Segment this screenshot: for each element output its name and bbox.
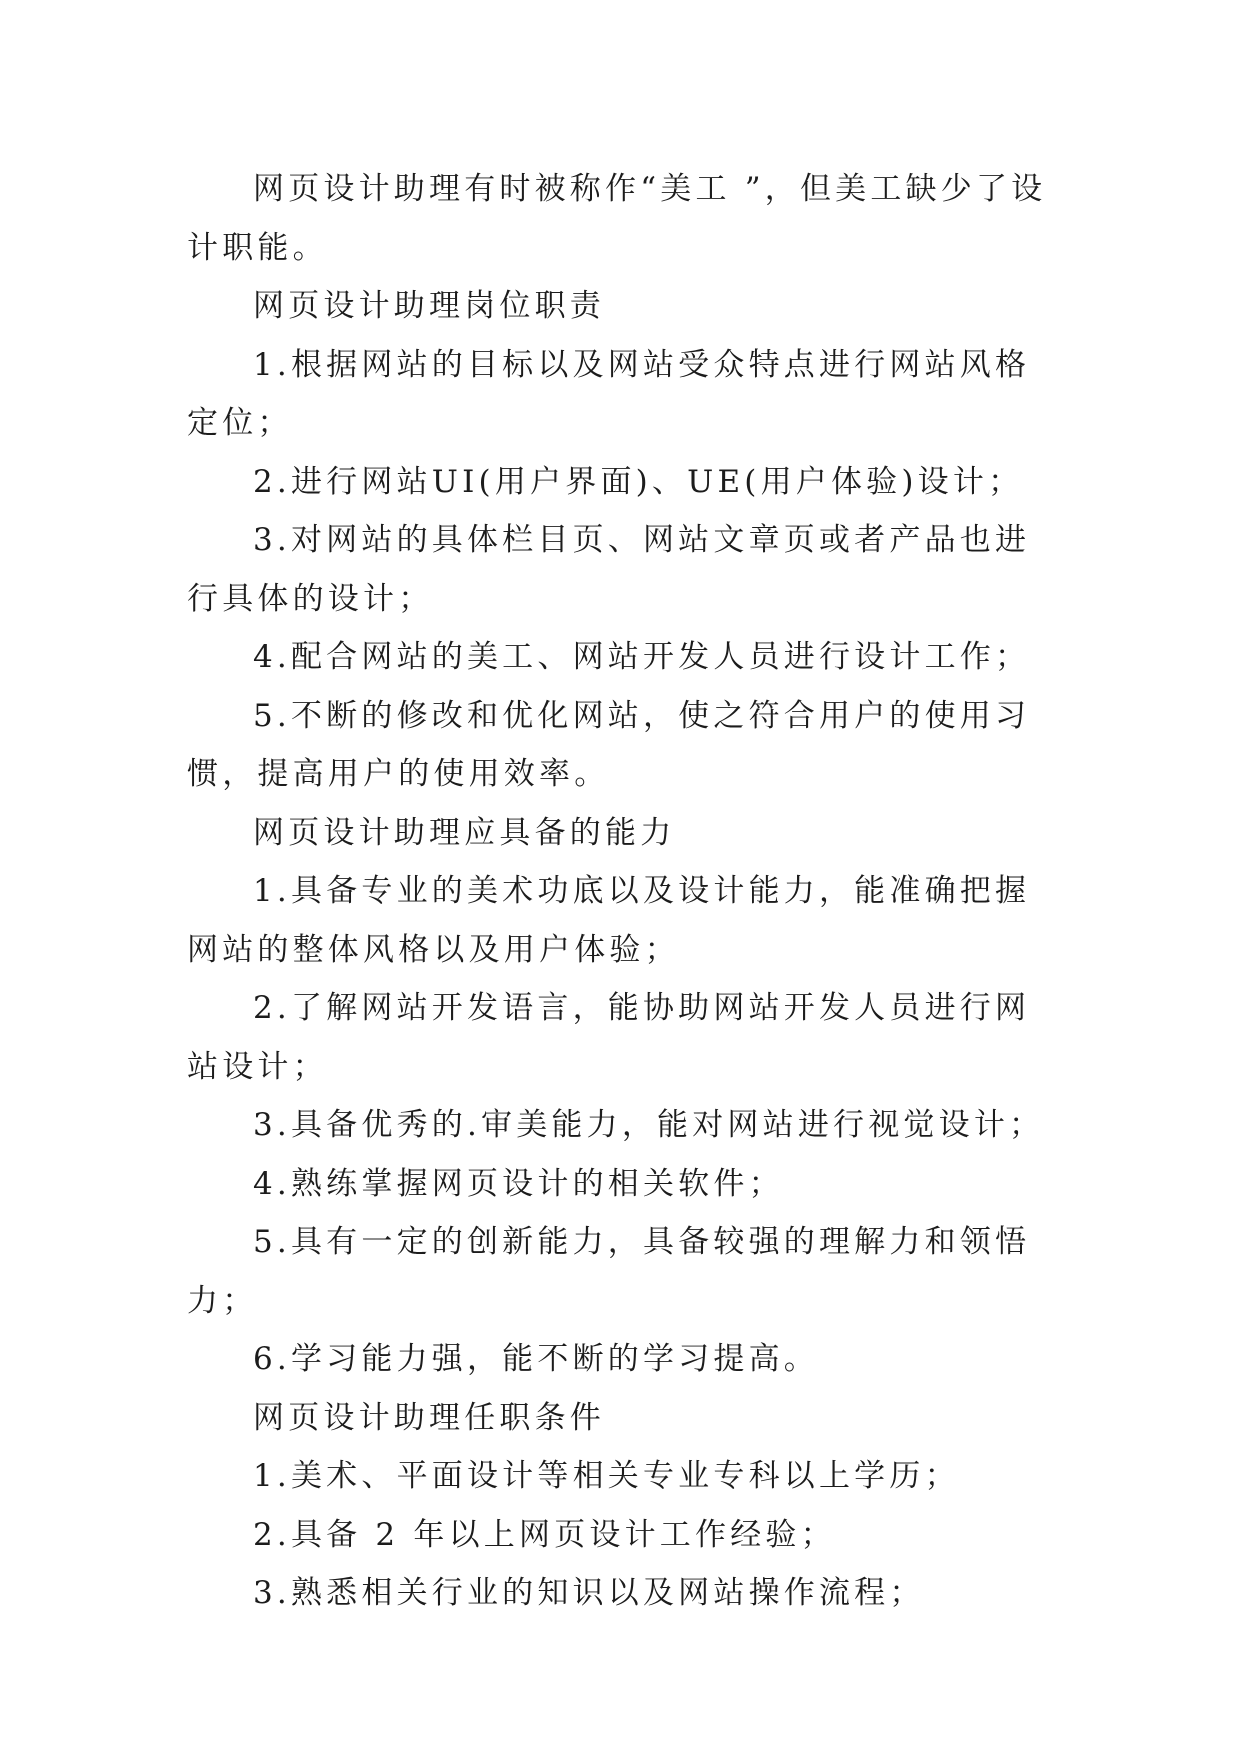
- section-heading-abilities: 网页设计助理应具备的能力: [253, 814, 676, 851]
- duty-item-5: 5.不断的修改和优化网站，使之符合用户的使用习惯，提高用户的使用效率。: [187, 697, 1031, 792]
- section-heading-requirements: 网页设计助理任职条件: [253, 1399, 605, 1436]
- ability-item-3: 3.具备优秀的.审美能力，能对网站进行视觉设计；: [253, 1107, 1045, 1143]
- duty-item-4: 4.配合网站的美工、网站开发人员进行设计工作；: [253, 639, 1031, 675]
- ability-item-4: 4.熟练掌握网页设计的相关软件；: [253, 1165, 784, 1202]
- requirement-item-3: 3.熟悉相关行业的知识以及网站操作流程；: [253, 1575, 925, 1611]
- requirement-item-1: 1.美术、平面设计等相关专业专科以上学历；: [253, 1458, 960, 1494]
- intro-paragraph: 网页设计助理有时被称作“美工 ”，但美工缺少了设计职能。: [187, 171, 1047, 266]
- ability-item-2: 2.了解网站开发语言，能协助网站开发人员进行网站设计；: [187, 990, 1031, 1085]
- document-body: [187, 160, 1057, 1623]
- duty-item-3: 3.对网站的具体栏目页、网站文章页或者产品也进行具体的设计；: [187, 522, 1031, 617]
- duty-item-2: 2.进行网站UI(用户界面)、UE(用户体验)设计；: [253, 463, 1024, 500]
- ability-item-5: 5.具有一定的创新能力，具备较强的理解力和领悟力；: [187, 1224, 1031, 1319]
- section-heading-duties: 网页设计助理岗位职责: [253, 288, 605, 324]
- ability-item-6: 6.学习能力强，能不断的学习提高。: [253, 1341, 819, 1377]
- ability-item-1: 1.具备专业的美术功底以及设计能力，能准确把握网站的整体风格以及用户体验；: [187, 873, 1031, 968]
- requirement-item-2: 2.具备 2 年以上网页设计工作经验；: [253, 1516, 836, 1553]
- duty-item-1: 1.根据网站的目标以及网站受众特点进行网站风格定位；: [187, 346, 1031, 441]
